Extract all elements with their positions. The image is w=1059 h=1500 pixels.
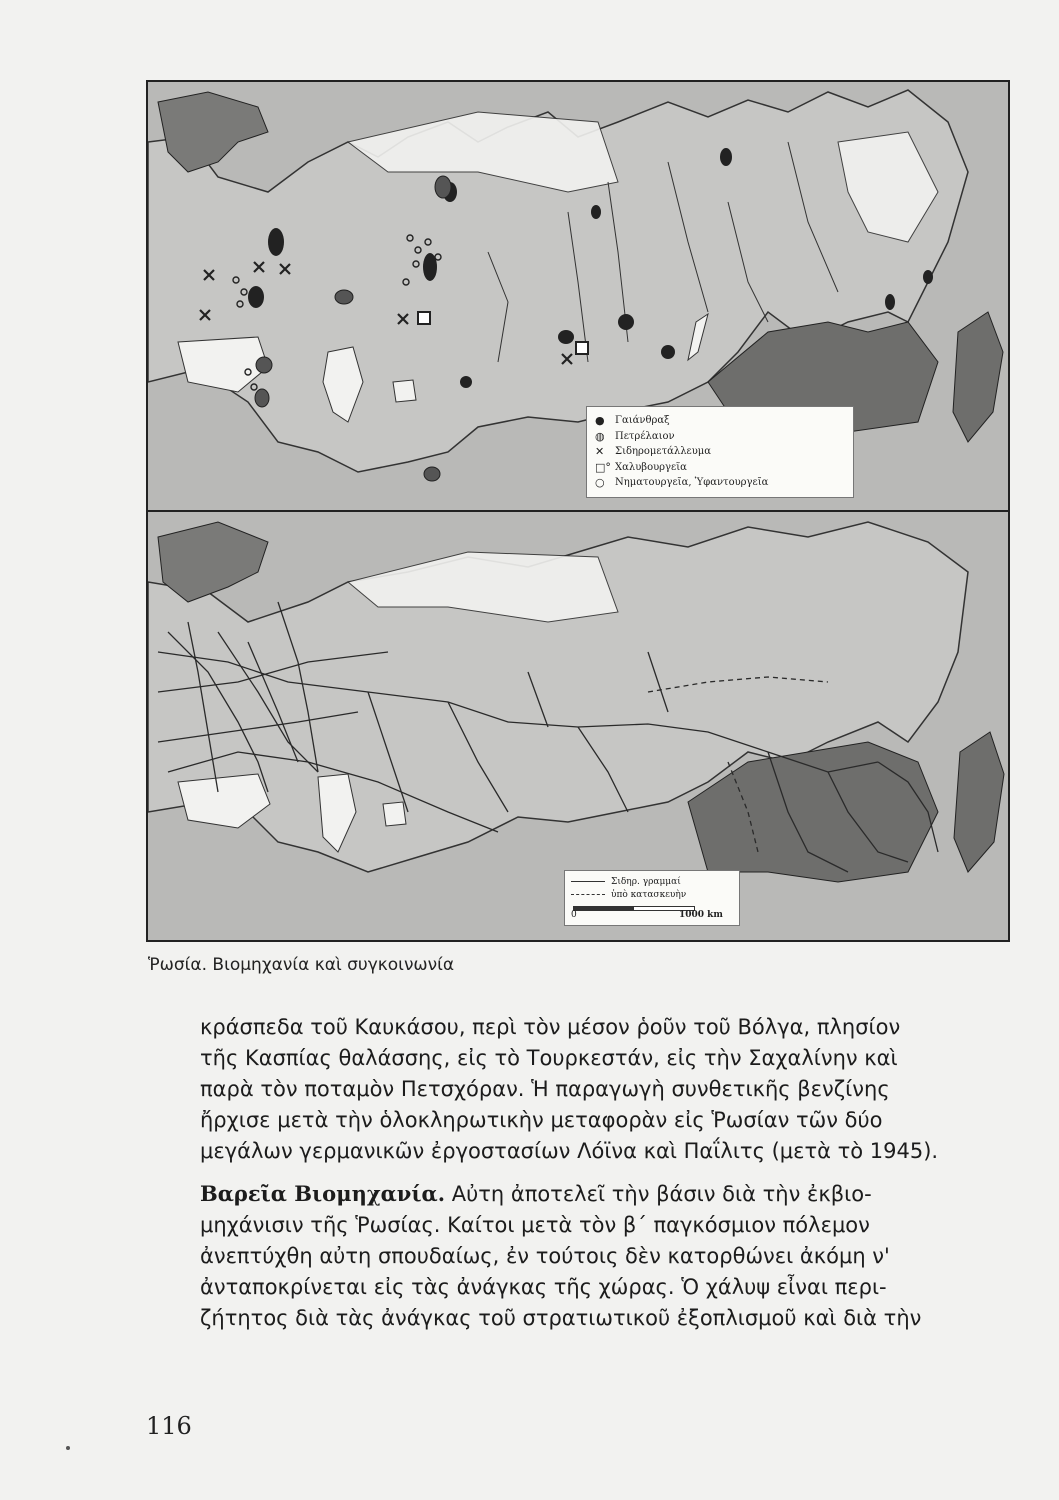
map-figure [146,80,1010,942]
text-line: μηχάνισιν τῆς Ῥωσίας. Καίτοι μετὰ τὸν β΄ παγκόσμιον πόλεμον [200,1213,870,1237]
legend-label: Πετρέλαιον [615,430,675,442]
page-number: 116 [146,1412,192,1440]
text-line: μεγάλων γερμανικῶν ἐργοστασίων Λόϊνα καὶ Παΐλιτς (μετὰ τὸ 1945). [200,1139,939,1163]
scale-zero: 0 [571,910,577,920]
railway-map [148,512,1008,940]
text-line: τῆς Κασπίας θαλάσσης, εἰς τὸ Τουρκεστάν, εἰς τὴν Σαχαλίνην καὶ [200,1046,898,1070]
map-legend [586,406,854,498]
industry-map-svg [148,82,1008,510]
scale-bar [571,903,733,921]
text-line [200,1178,1000,1210]
legend-label: Σιδηρ. γραμμαί [611,876,681,887]
cross-icon: ✕ [595,445,605,458]
legend-label: Γαιάνθραξ [615,415,670,426]
paragraph [200,1012,1000,1167]
legend-label: Νηματουργεῖα, Ὑφαντουργεῖα [615,477,769,488]
text-line: ἀνταποκρίνεται εἰς τὰς ἀνάγκας τῆς χώρας. Ὁ χάλυψ εἶναι περι- [200,1275,887,1299]
industry-map [148,82,1008,512]
dashed-line-icon [571,894,605,895]
text-line: ζήτητος διὰ τὰς ἀνάγκας τοῦ στρατιωτικοῦ ἐξοπλισμοῦ καὶ διὰ τὴν [200,1306,922,1330]
legend-label: Σιδηρομετάλλευμα [615,446,712,457]
text-line: παρὰ τὸν ποταμὸν Πετσχόραν. Ἡ παραγωγὴ συνθετικῆς βενζίνης [200,1077,890,1101]
coal-icon: ● [595,414,605,427]
legend-railways [571,875,733,888]
text-line: ἀνεπτύχθη αὐτη σπουδαίως, ἐν τούτοις δὲν κατορθώνει ἀκόμη ν' [200,1244,890,1268]
paragraph [200,1178,1000,1334]
aral-sea [393,380,416,402]
text-line: κράσπεδα τοῦ Καυκάσου, περὶ τὸν μέσον ῥοῦν τοῦ Βόλγα, πλησίον [200,1015,901,1039]
legend-item-oil [595,429,845,445]
railway-legend [564,870,740,926]
section-heading: Βαρεῖα Βιομηχανία. [200,1181,446,1206]
figure-caption: Ῥωσία. Βιομηχανία καὶ συγκοινωνία [148,955,455,975]
solid-line-icon [571,881,605,882]
legend-label: Χαλυβουργεῖα [615,461,687,473]
circle-icon: ○ [595,476,605,489]
ink-dot [66,1446,70,1450]
legend-label: ὑπὸ κατασκευὴν [611,889,687,900]
body-text [200,1012,1000,1334]
aral-sea [383,802,406,826]
legend-item-textiles [595,475,845,491]
legend-item-steelworks [595,460,845,476]
text-fragment: Αὐτη ἀποτελεῖ τὴν βάσιν διὰ τὴν ἐκβιο- [451,1182,872,1206]
legend-item-coal [595,413,845,429]
legend-item-iron-ore [595,444,845,460]
text-line: ἤρχισε μετὰ τὴν ὁλοκληρωτικὴν μεταφορὰν εἰς Ῥωσίαν τῶν δύο [200,1108,883,1132]
scale-max: 1000 km [679,910,723,920]
oil-icon: ◍ [595,429,605,443]
square-icon: □° [595,460,611,474]
legend-under-construction [571,888,733,901]
scale-bar-graphic [573,906,695,911]
